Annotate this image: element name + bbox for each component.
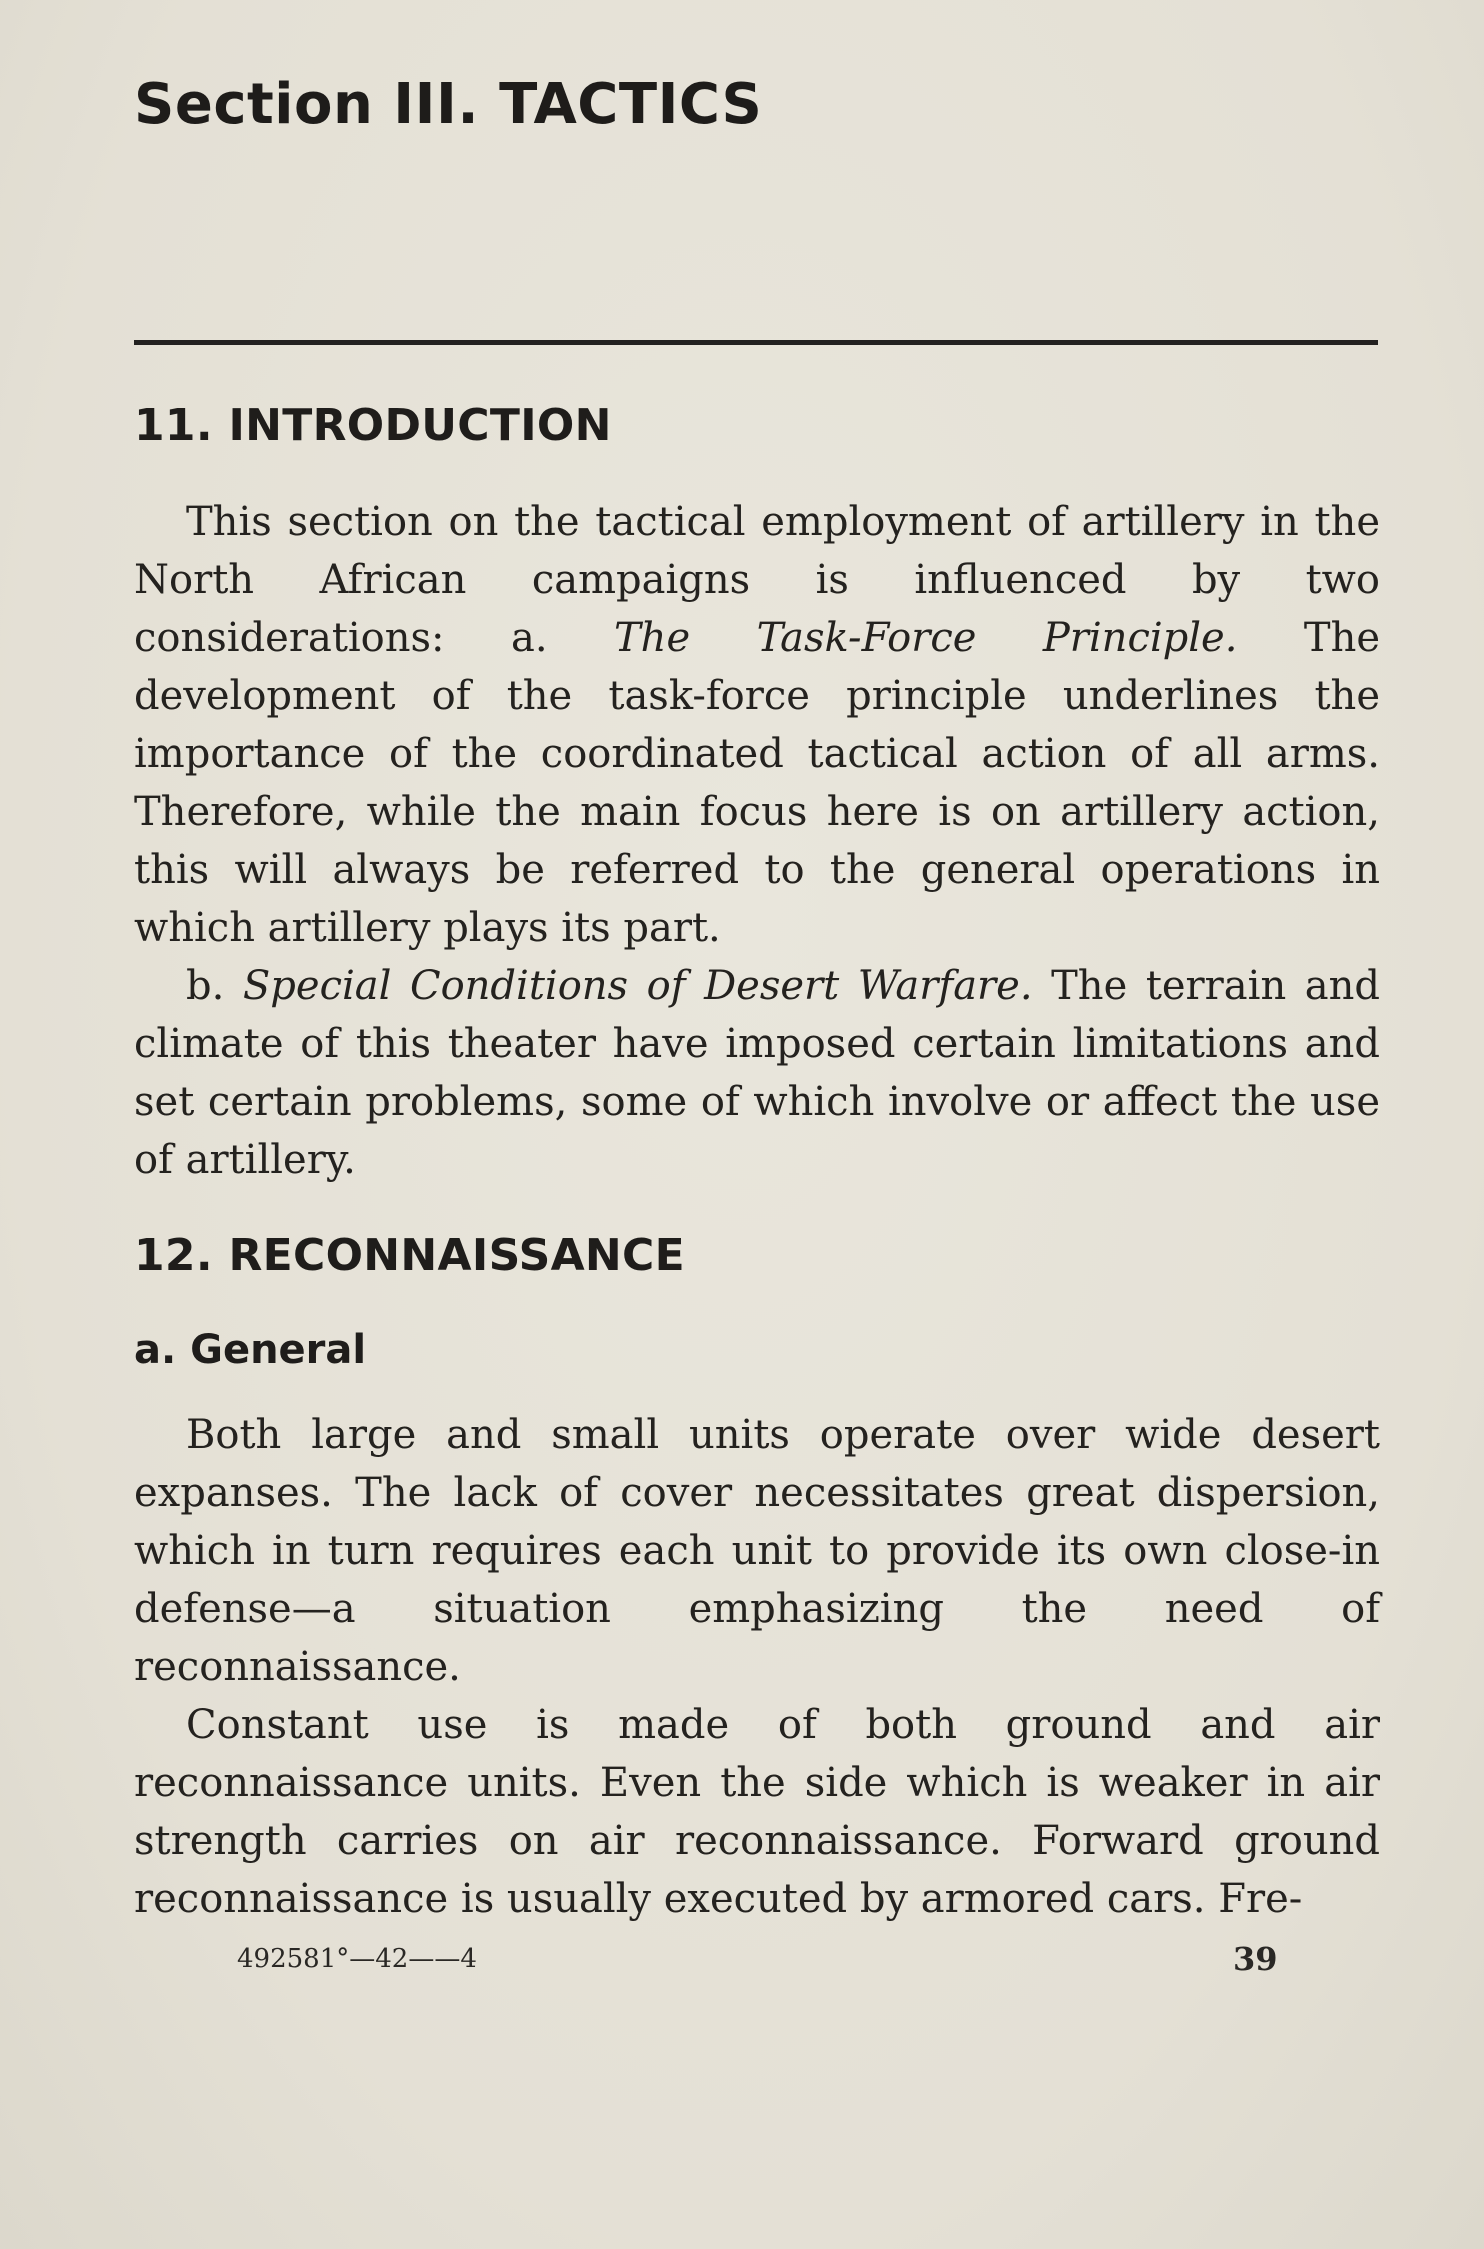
- section-title: Section III. TACTICS: [134, 72, 763, 137]
- introduction-paragraph-1: [134, 493, 1380, 957]
- introduction-p1-text-start: This section on the tactical employment of artillery in the North African campaigns is influenced by two considerations: a.: [134, 499, 1380, 661]
- introduction-p2-text-end: The terrain and climate of this theater have imposed certain limitations and set certain problems, some of which involve or affect the use of artillery.: [134, 963, 1380, 1183]
- task-force-principle-term: The Task-Force Principle.: [614, 615, 1238, 661]
- desert-warfare-term: Special Conditions of Desert Warfare.: [242, 963, 1033, 1009]
- introduction-p1-text-end: The development of the task-force principle underlines the importance of the coordinated tactical action of all arms. Therefore, while the main focus here is on artillery action, this will always be referred to the general operations in which artillery plays its part.: [134, 615, 1380, 951]
- introduction-heading: 11. INTRODUCTION: [134, 400, 612, 451]
- section-divider-rule: [134, 340, 1378, 345]
- introduction-paragraph-2: [134, 957, 1380, 1189]
- introduction-p2-text-start: b.: [186, 963, 243, 1009]
- general-subheading: a. General: [134, 1327, 367, 1373]
- print-code: 492581°—42——4: [237, 1944, 477, 1974]
- reconnaissance-paragraph-1: Both large and small units operate over wide desert expanses. The lack of cover necessitates great dispersion, which in turn requires each unit to provide its own close-in defense—a situation emphasizing the need of reconnaissance.: [134, 1412, 1380, 1690]
- page-number: 39: [1233, 1940, 1278, 1978]
- reconnaissance-heading: 12. RECONNAISSANCE: [134, 1230, 685, 1281]
- reconnaissance-paragraph-2: Constant use is made of both ground and air reconnaissance units. Even the side which is weaker in air strength carries on air reconnaissance. Forward ground reconnaissance is usually executed by armored cars. Fre-: [134, 1702, 1380, 1922]
